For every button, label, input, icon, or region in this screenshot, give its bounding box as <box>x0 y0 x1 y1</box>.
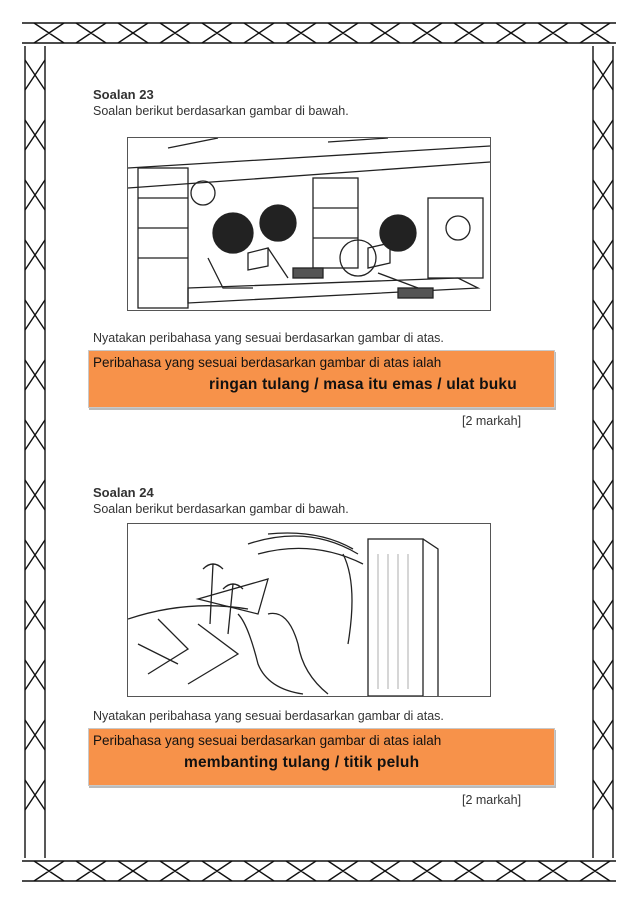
question-23-instruction: Soalan berikut berdasarkan gambar di bawah. <box>93 104 349 118</box>
question-23-title: Soalan 23 <box>93 87 154 102</box>
question-23-answer: ringan tulang / masa itu emas / ulat buku <box>209 376 517 393</box>
question-24-answer: membanting tulang / titik peluh <box>184 754 420 771</box>
decorative-border-right <box>590 20 616 884</box>
decorative-border-top <box>22 20 616 46</box>
question-24-marks: [2 markah] <box>462 793 522 807</box>
decorative-border-bottom <box>22 858 616 884</box>
question-24-answer-lead: Peribahasa yang sesuai berdasarkan gambar di atas ialah <box>93 733 442 748</box>
library-reading-illustration <box>127 137 491 311</box>
farmer-working-illustration <box>127 523 491 697</box>
question-24-instruction: Soalan berikut berdasarkan gambar di bawah. <box>93 502 349 516</box>
question-23-task: Nyatakan peribahasa yang sesuai berdasarkan gambar di atas. <box>93 331 444 345</box>
question-24-task: Nyatakan peribahasa yang sesuai berdasarkan gambar di atas. <box>93 709 444 723</box>
question-23-answer-box <box>88 350 555 408</box>
decorative-border-left <box>22 20 48 884</box>
question-24-title: Soalan 24 <box>93 485 154 500</box>
question-24-answer-box <box>88 728 555 786</box>
question-23-answer-lead: Peribahasa yang sesuai berdasarkan gambar di atas ialah <box>93 355 442 370</box>
question-23-marks: [2 markah] <box>462 414 522 428</box>
